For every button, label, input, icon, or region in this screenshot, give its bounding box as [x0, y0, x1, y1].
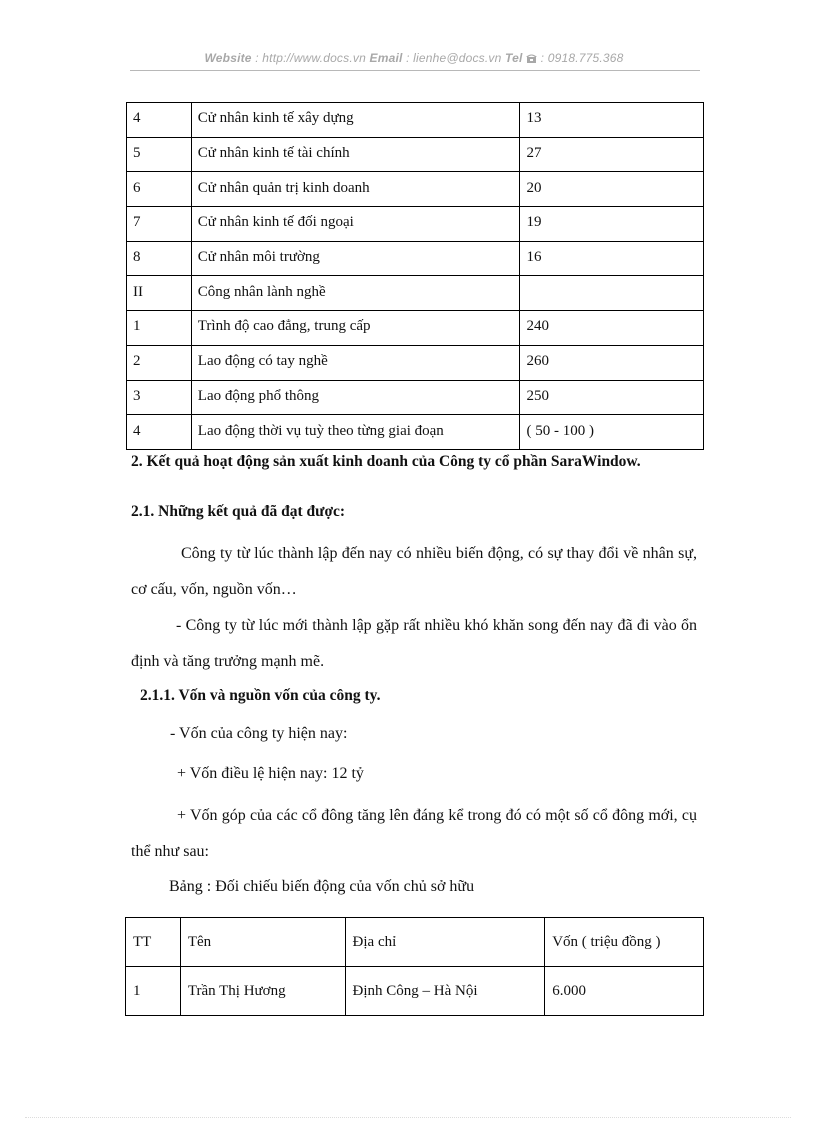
table-row — [127, 241, 704, 276]
row-no: 4 — [127, 103, 192, 138]
table-header-row — [126, 918, 704, 967]
website-label: Website — [204, 51, 252, 65]
header-cell: Tên — [180, 918, 345, 967]
row-count: 16 — [520, 241, 704, 276]
page-bottom-divider — [25, 1117, 791, 1118]
row-count: 19 — [520, 207, 704, 242]
phone-icon — [526, 53, 537, 63]
header-cell: Vốn ( triệu đồng ) — [545, 918, 704, 967]
table-row — [127, 345, 704, 380]
row-count: 13 — [520, 103, 704, 138]
table-row — [127, 103, 704, 138]
website-value: : http://www.docs.vn — [255, 51, 366, 65]
row-name: Cử nhân kinh tế xây dựng — [191, 103, 520, 138]
row-no: 2 — [127, 345, 192, 380]
table-cell: 6.000 — [545, 967, 704, 1016]
row-name: Cử nhân quản trị kinh doanh — [191, 172, 520, 207]
row-no: 5 — [127, 137, 192, 172]
tel-value: : 0918.775.368 — [540, 51, 624, 65]
row-no: 6 — [127, 172, 192, 207]
table-row — [127, 172, 704, 207]
row-name: Lao động thời vụ tuỳ theo từng giai đoạn — [191, 415, 520, 450]
row-no: 1 — [127, 311, 192, 346]
row-name: Trình độ cao đẳng, trung cấp — [191, 311, 520, 346]
table-row — [126, 967, 704, 1016]
row-name: Lao động phổ thông — [191, 380, 520, 415]
table-cell: Trần Thị Hương — [180, 967, 345, 1016]
row-no: 8 — [127, 241, 192, 276]
staff-table — [126, 102, 704, 450]
charter-capital-line: + Vốn điều lệ hiện nay: 12 tỷ — [177, 765, 364, 782]
row-name: Cử nhân kinh tế đối ngoại — [191, 207, 520, 242]
row-count: 20 — [520, 172, 704, 207]
table-caption: Bảng : Đối chiếu biến động của vốn chủ sở hữu — [169, 878, 475, 895]
header-divider — [130, 70, 700, 71]
header-cell: TT — [126, 918, 181, 967]
table-row — [127, 415, 704, 450]
table-cell: 1 — [126, 967, 181, 1016]
page-header — [130, 51, 698, 65]
table-row — [127, 207, 704, 242]
table-row — [127, 137, 704, 172]
paragraph-company-growth: - Công ty từ lúc mới thành lập gặp rất nhiều khó khăn song đến nay đã đi vào ổn định và tăng trưởng mạnh mẽ. — [131, 617, 697, 670]
paragraph-company-changes: Công ty từ lúc thành lập đến nay có nhiều biến động, có sự thay đổi về nhân sự, cơ cấu, vốn, nguồn vốn… — [131, 545, 697, 598]
header-cell: Địa chỉ — [345, 918, 545, 967]
row-name: Cử nhân kinh tế tài chính — [191, 137, 520, 172]
email-value: : lienhe@docs.vn — [406, 51, 502, 65]
table-cell: Định Công – Hà Nội — [345, 967, 545, 1016]
row-count: 27 — [520, 137, 704, 172]
section-2-heading: 2. Kết quả hoạt động sản xuất kinh doanh của Công ty cổ phần SaraWindow. — [131, 453, 641, 470]
section-2-1-1-heading: 2.1.1. Vốn và nguồn vốn của công ty. — [140, 687, 381, 704]
row-count: 260 — [520, 345, 704, 380]
table-row — [127, 311, 704, 346]
row-count: 240 — [520, 311, 704, 346]
row-name: Cử nhân môi trường — [191, 241, 520, 276]
email-label: Email — [369, 51, 403, 65]
row-name: Lao động có tay nghề — [191, 345, 520, 380]
table-row — [127, 380, 704, 415]
row-count: ( 50 - 100 ) — [520, 415, 704, 450]
owners-table — [125, 917, 704, 1016]
row-count: 250 — [520, 380, 704, 415]
row-count — [520, 276, 704, 311]
capital-intro-line: - Vốn của công ty hiện nay: — [170, 725, 348, 742]
row-no: 3 — [127, 380, 192, 415]
section-2-1-heading: 2.1. Những kết quả đã đạt được: — [131, 503, 346, 520]
row-no: 7 — [127, 207, 192, 242]
paragraph-shareholders: + Vốn góp của các cổ đông tăng lên đáng kể trong đó có một số cổ đông mới, cụ thể như sau: — [131, 807, 697, 860]
table-row — [127, 276, 704, 311]
row-no: 4 — [127, 415, 192, 450]
tel-label: Tel — [505, 51, 523, 65]
row-no: II — [127, 276, 192, 311]
row-name: Công nhân lành nghề — [191, 276, 520, 311]
